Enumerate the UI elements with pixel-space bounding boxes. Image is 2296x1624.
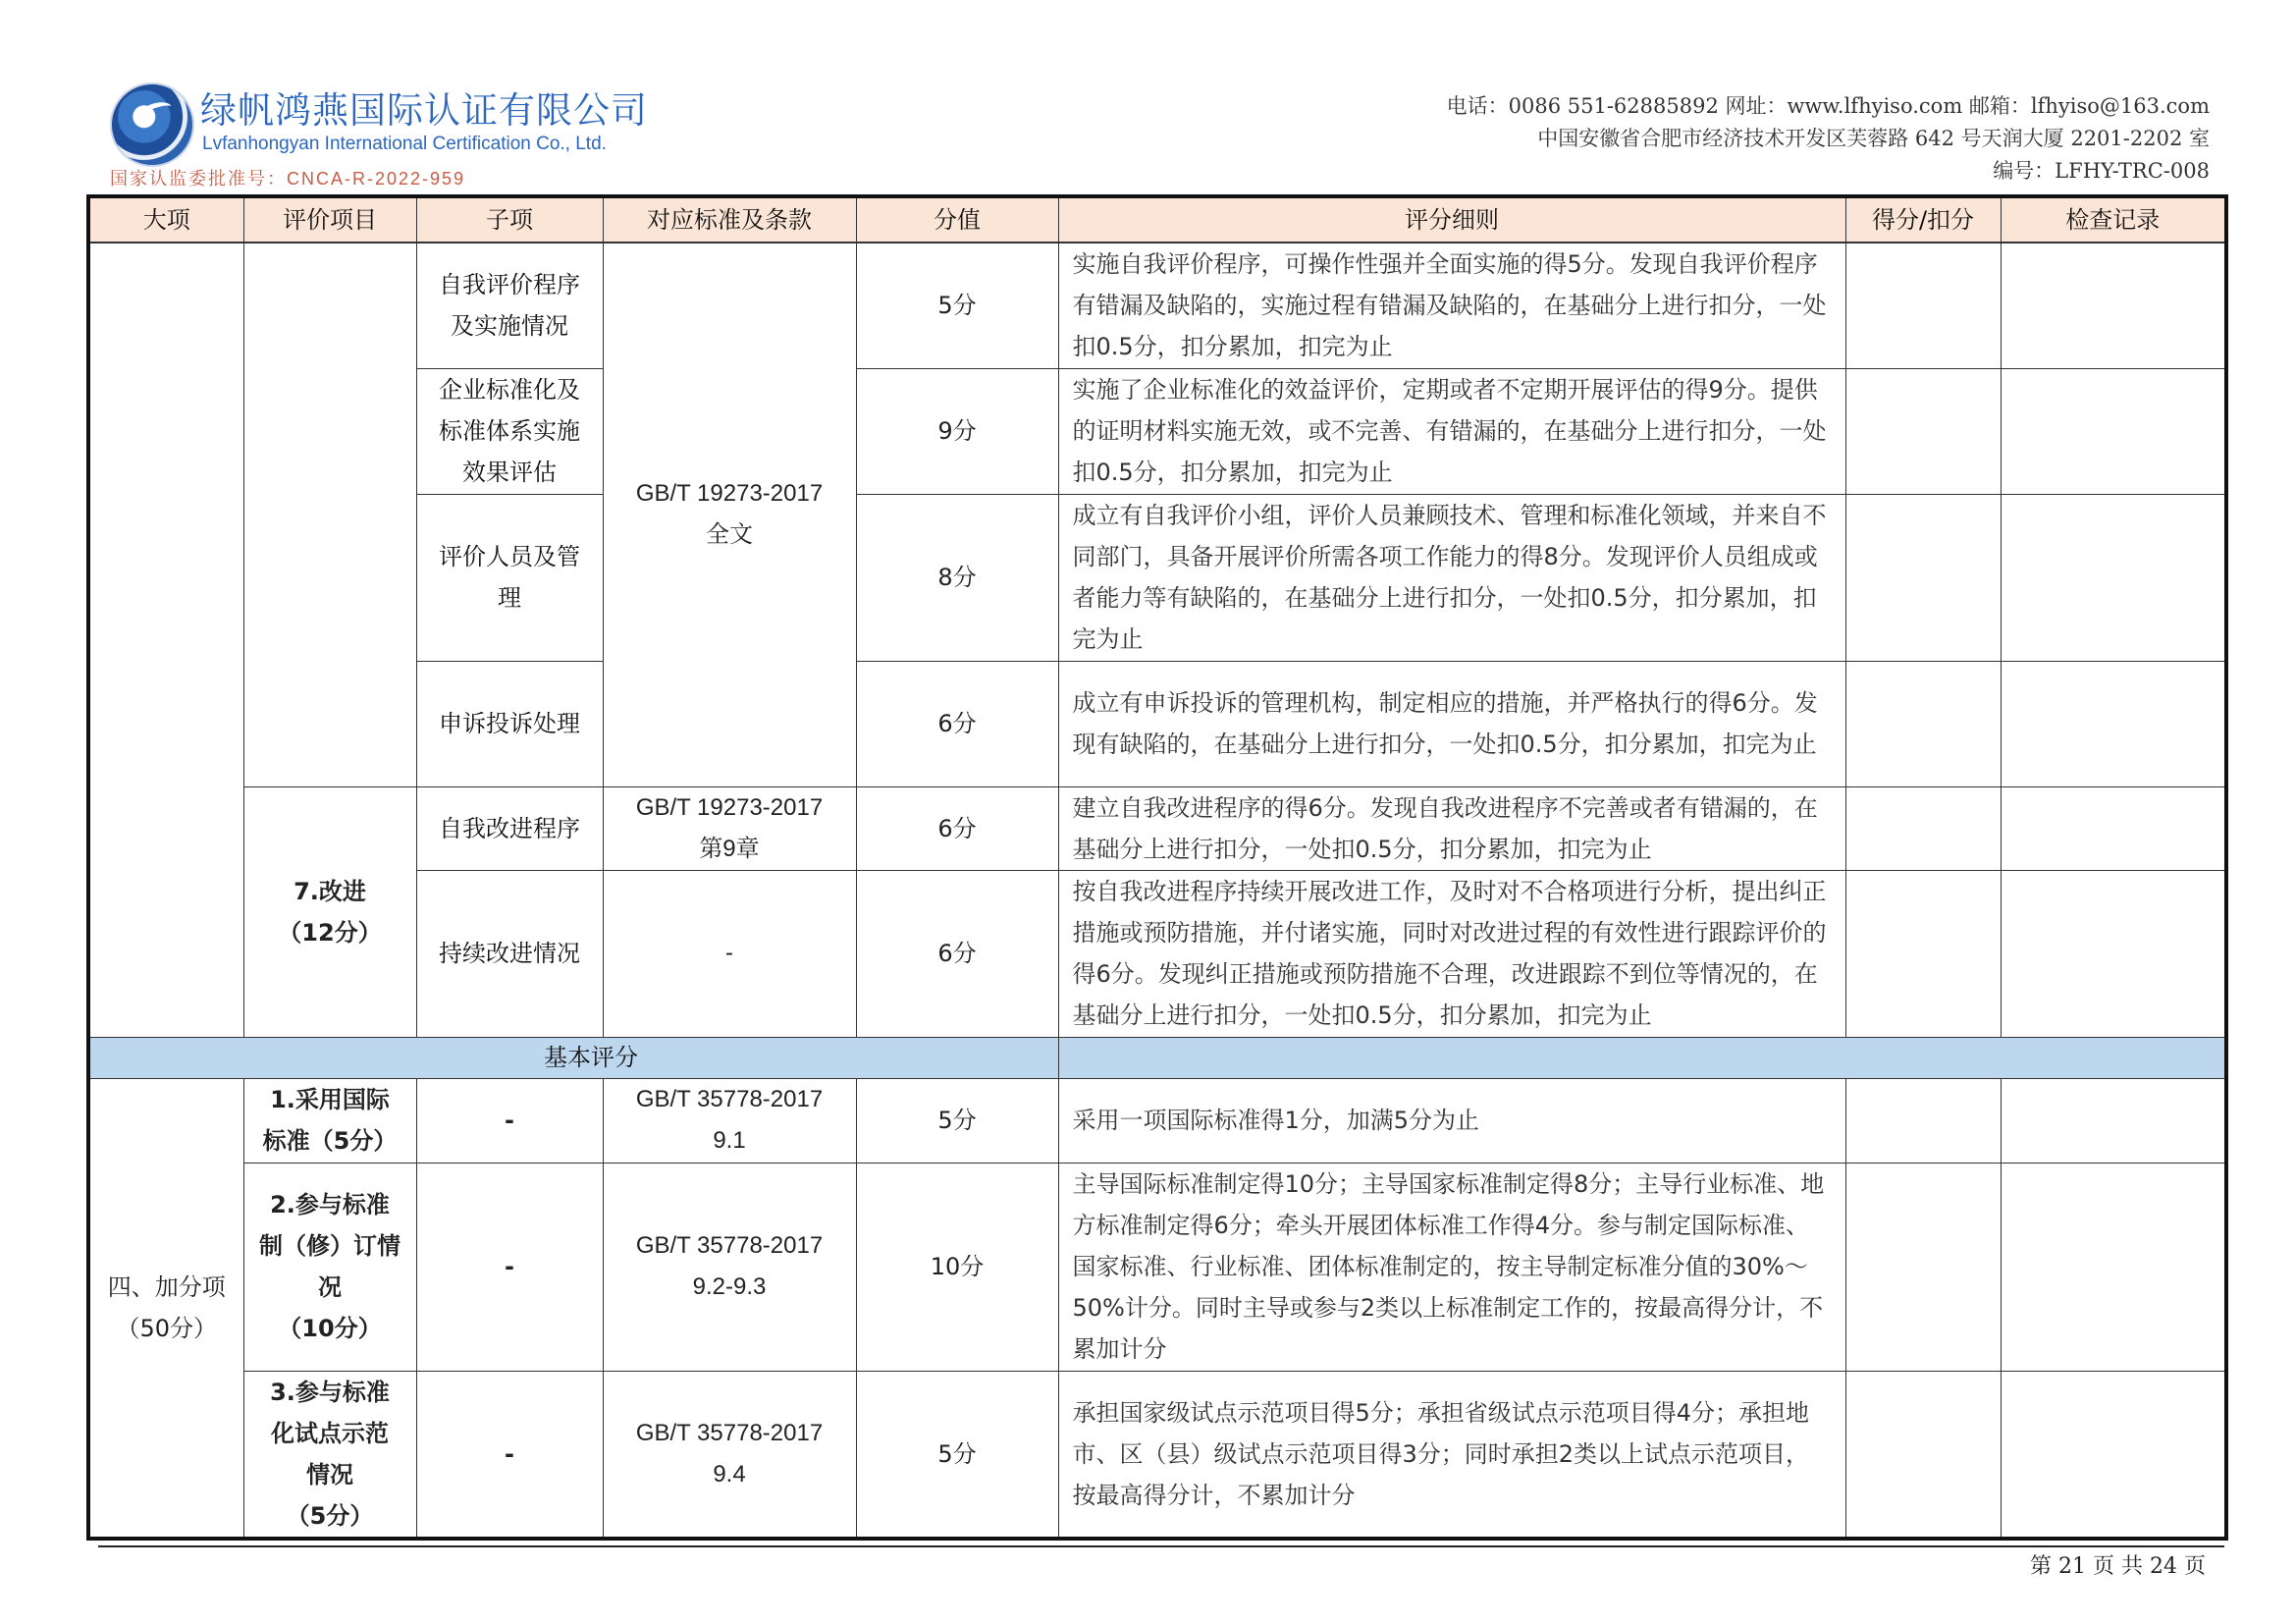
table-row — [88, 1371, 2226, 1539]
record-input-cell[interactable] — [2001, 661, 2226, 786]
score-cell: 8分 — [856, 494, 1058, 661]
points-input-cell[interactable] — [1845, 1371, 2001, 1539]
record-input-cell[interactable] — [2001, 243, 2226, 368]
table-row — [88, 243, 2226, 368]
subitem-cell: - — [416, 1078, 603, 1163]
header-rule: 评分细则 — [1058, 196, 1845, 243]
rule-cell: 按自我改进程序持续开展改进工作，及时对不合格项进行分析，提出纠正措施或预防措施，并付诸实施，同时对改进过程的有效性进行跟踪评价的得6分。发现纠正措施或预防措施不合理，改进跟踪不到位等情况的，在基础分上进行扣分，一处扣0.5分，扣分累加，扣完为止 — [1058, 870, 1845, 1037]
subitem-cell: - — [416, 1371, 603, 1539]
company-name-cn: 绿帆鸿燕国际认证有限公司 — [200, 89, 648, 132]
score-cell: 5分 — [856, 1371, 1058, 1539]
record-input-cell[interactable] — [2001, 786, 2226, 870]
category-cell-bonus: 四、加分项 （50分） — [88, 1078, 243, 1539]
item-cell: 3.参与标准 化试点示范 情况 （5分） — [243, 1371, 416, 1539]
points-input-cell[interactable] — [1845, 243, 2001, 368]
score-cell: 5分 — [856, 1078, 1058, 1163]
category-cell-empty — [88, 243, 243, 1037]
item-cell: 2.参与标准 制（修）订情 况 （10分） — [243, 1163, 416, 1371]
header-item: 评价项目 — [243, 196, 416, 243]
record-input-cell[interactable] — [2001, 1078, 2226, 1163]
footer-divider — [98, 1545, 2224, 1547]
subitem-cell: 企业标准化及 标准体系实施 效果评估 — [416, 368, 603, 494]
score-cell: 6分 — [856, 786, 1058, 870]
record-input-cell[interactable] — [2001, 870, 2226, 1037]
points-input-cell[interactable] — [1845, 786, 2001, 870]
logo-emblem-icon — [110, 82, 194, 167]
subitem-cell: 评价人员及管 理 — [416, 494, 603, 661]
standard-cell: GB/T 19273-2017 全文 — [603, 243, 856, 786]
contact-info — [1447, 90, 2210, 188]
section-filler-cell — [1058, 1037, 2226, 1078]
table-row — [88, 1163, 2226, 1371]
record-input-cell[interactable] — [2001, 1163, 2226, 1371]
subitem-cell: 持续改进情况 — [416, 870, 603, 1037]
points-input-cell[interactable] — [1845, 1078, 2001, 1163]
subitem-cell: - — [416, 1163, 603, 1371]
points-input-cell[interactable] — [1845, 661, 2001, 786]
section-title: 基本评分 — [544, 1043, 638, 1071]
score-cell: 6分 — [856, 870, 1058, 1037]
standard-cell: GB/T 35778-2017 9.4 — [603, 1371, 856, 1539]
subitem-cell: 自我评价程序 及实施情况 — [416, 243, 603, 368]
score-cell: 10分 — [856, 1163, 1058, 1371]
item-cell-improvement: 7.改进 （12分） — [243, 786, 416, 1037]
rule-cell: 承担国家级试点示范项目得5分；承担省级试点示范项目得4分；承担地市、区（县）级试点示范项目得3分；同时承担2类以上试点示范项目，按最高得分计，不累加计分 — [1058, 1371, 1845, 1539]
table-row — [88, 786, 2226, 870]
contact-phone-web-email: 电话：0086 551-62885892 网址：www.lfhyiso.com 邮箱：lfhyiso@163.com — [1446, 94, 2210, 118]
section-row — [88, 1037, 2226, 1078]
points-input-cell[interactable] — [1845, 870, 2001, 1037]
rule-cell: 采用一项国际标准得1分，加满5分为止 — [1058, 1078, 1845, 1163]
points-input-cell[interactable] — [1845, 1163, 2001, 1371]
company-name-en: Lvfanhongyan International Certification Co., Ltd. — [202, 134, 607, 154]
company-logo — [106, 77, 648, 189]
standard-cell: - — [603, 870, 856, 1037]
header-subitem: 子项 — [416, 196, 603, 243]
subitem-cell: 自我改进程序 — [416, 786, 603, 870]
record-input-cell[interactable] — [2001, 1371, 2226, 1539]
rule-cell: 建立自我改进程序的得6分。发现自我改进程序不完善或者有错漏的，在基础分上进行扣分，一处扣0.5分，扣分累加，扣完为止 — [1058, 786, 1845, 870]
header-category: 大项 — [88, 196, 243, 243]
record-input-cell[interactable] — [2001, 368, 2226, 494]
rule-cell: 实施自我评价程序，可操作性强并全面实施的得5分。发现自我评价程序有错漏及缺陷的，实施过程有错漏及缺陷的，在基础分上进行扣分，一处扣0.5分，扣分累加，扣完为止 — [1058, 243, 1845, 368]
evaluation-table — [86, 194, 2228, 1541]
rule-cell: 主导国际标准制定得10分；主导国家标准制定得8分；主导行业标准、地方标准制定得6分；牵头开展团体标准工作得4分。参与制定国际标准、国家标准、行业标准、团体标准制定的，按主导制定标准分值的30%～50%计分。同时主导或参与2类以上标准制定工作的，按最高得分计，不累加计分 — [1058, 1163, 1845, 1371]
score-cell: 5分 — [856, 243, 1058, 368]
record-input-cell[interactable] — [2001, 494, 2226, 661]
standard-cell: GB/T 35778-2017 9.1 — [603, 1078, 856, 1163]
standard-cell: GB/T 35778-2017 9.2-9.3 — [603, 1163, 856, 1371]
rule-cell: 成立有申诉投诉的管理机构，制定相应的措施，并严格执行的得6分。发现有缺陷的，在基础分上进行扣分，一处扣0.5分，扣分累加，扣完为止 — [1058, 661, 1845, 786]
page-number: 第 21 页 共 24 页 — [2030, 1554, 2206, 1579]
score-cell: 9分 — [856, 368, 1058, 494]
score-cell: 6分 — [856, 661, 1058, 786]
header-points: 得分/扣分 — [1845, 196, 2001, 243]
document-code: 编号：LFHY-TRC-008 — [1993, 159, 2210, 183]
rule-cell: 实施了企业标准化的效益评价，定期或者不定期开展评估的得9分。提供的证明材料实施无效，或不完善、有错漏的，在基础分上进行扣分，一处扣0.5分，扣分累加，扣完为止 — [1058, 368, 1845, 494]
header-score: 分值 — [856, 196, 1058, 243]
table-row — [88, 1078, 2226, 1163]
section-title-cell — [88, 1037, 1058, 1078]
standard-cell: GB/T 19273-2017 第9章 — [603, 786, 856, 870]
points-input-cell[interactable] — [1845, 494, 2001, 661]
approval-number: 国家认监委批准号：CNCA-R-2022-959 — [110, 169, 466, 189]
item-cell: 1.采用国际 标准（5分） — [243, 1078, 416, 1163]
item-cell-empty — [243, 243, 416, 786]
header-standard: 对应标准及条款 — [603, 196, 856, 243]
contact-address: 中国安徽省合肥市经济技术开发区芙蓉路 642 号天润大厦 2201-2202 室 — [1537, 127, 2210, 150]
points-input-cell[interactable] — [1845, 368, 2001, 494]
subitem-cell: 申诉投诉处理 — [416, 661, 603, 786]
header-record: 检查记录 — [2001, 196, 2226, 243]
table-header-row — [88, 196, 2226, 243]
rule-cell: 成立有自我评价小组，评价人员兼顾技术、管理和标准化领域，并来自不同部门，具备开展评价所需各项工作能力的得8分。发现评价人员组成或者能力等有缺陷的，在基础分上进行扣分，一处扣0.5分，扣分累加，扣完为止 — [1058, 494, 1845, 661]
